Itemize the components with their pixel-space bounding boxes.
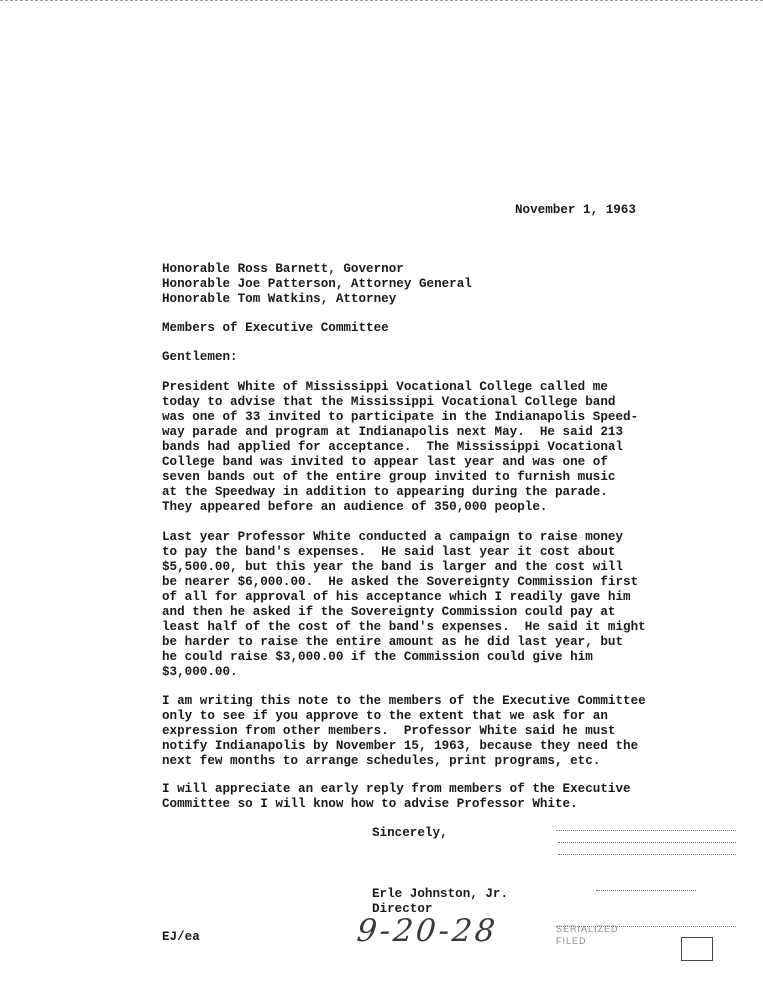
stamp-filed-label: FILED bbox=[556, 936, 587, 946]
body-paragraph bbox=[162, 380, 638, 515]
recipient-line: Honorable Joe Patterson, Attorney General bbox=[162, 277, 472, 291]
stamp-rule bbox=[596, 890, 696, 891]
signer-name: Erle Johnston, Jr. bbox=[372, 887, 509, 901]
stamp-box bbox=[681, 937, 713, 961]
body-paragraph bbox=[162, 530, 646, 680]
body-line: was one of 33 invited to participate in the Indianapolis Speed- bbox=[162, 410, 639, 424]
recipient-block bbox=[162, 262, 472, 307]
body-line: College band was invited to appear last year and was one of bbox=[162, 455, 608, 469]
stamp-rule bbox=[558, 854, 736, 855]
typist-initials: EJ/ea bbox=[162, 930, 200, 944]
body-line: be harder to raise the entire amount as he did last year, but bbox=[162, 635, 624, 649]
stamp-rule bbox=[558, 842, 736, 843]
handwritten-file-number: 9-20-28 bbox=[355, 913, 500, 949]
body-line: $3,000.00. bbox=[162, 665, 238, 679]
body-line: to pay the band's expenses. He said last year it cost about bbox=[162, 545, 616, 559]
stamp-rule bbox=[556, 830, 736, 831]
body-line: he could raise $3,000.00 if the Commission could give him bbox=[162, 650, 593, 664]
body-line: and then he asked if the Sovereignty Commission could pay at bbox=[162, 605, 616, 619]
body-line: $5,500.00, but this year the band is larger and the cost will bbox=[162, 560, 624, 574]
body-line: today to advise that the Mississippi Vocational College band bbox=[162, 395, 616, 409]
body-paragraph bbox=[162, 782, 631, 812]
body-line: bands had applied for acceptance. The Mississippi Vocational bbox=[162, 440, 624, 454]
body-line: be nearer $6,000.00. He asked the Sovereignty Commission first bbox=[162, 575, 639, 589]
body-line: Committee so I will know how to advise Professor White. bbox=[162, 797, 578, 811]
body-line: way parade and program at Indianapolis next May. He said 213 bbox=[162, 425, 624, 439]
body-line: of all for approval of his acceptance which I readily gave him bbox=[162, 590, 631, 604]
subject-line: Members of Executive Committee bbox=[162, 321, 389, 335]
body-line: only to see if you approve to the extent that we ask for an bbox=[162, 709, 608, 723]
salutation: Gentlemen: bbox=[162, 350, 238, 364]
stamp-serialized-label: SERIALIZED bbox=[556, 924, 619, 934]
closing: Sincerely, bbox=[372, 826, 448, 840]
letter-date: November 1, 1963 bbox=[515, 203, 636, 217]
file-stamp bbox=[556, 826, 740, 972]
body-line: seven bands out of the entire group invited to furnish music bbox=[162, 470, 616, 484]
page-top-edge bbox=[0, 0, 763, 4]
recipient-line: Honorable Tom Watkins, Attorney bbox=[162, 292, 397, 306]
signer-title: Director bbox=[372, 902, 433, 916]
body-line: notify Indianapolis by November 15, 1963, because they need the bbox=[162, 739, 639, 753]
body-line: expression from other members. Professor White said he must bbox=[162, 724, 616, 738]
body-line: Last year Professor White conducted a campaign to raise money bbox=[162, 530, 624, 544]
body-line: President White of Mississippi Vocational College called me bbox=[162, 380, 608, 394]
body-line: next few months to arrange schedules, print programs, etc. bbox=[162, 754, 601, 768]
body-line: I will appreciate an early reply from members of the Executive bbox=[162, 782, 631, 796]
body-paragraph bbox=[162, 694, 646, 769]
body-line: at the Speedway in addition to appearing during the parade. bbox=[162, 485, 608, 499]
recipient-line: Honorable Ross Barnett, Governor bbox=[162, 262, 404, 276]
body-line: I am writing this note to the members of the Executive Committee bbox=[162, 694, 646, 708]
body-line: least half of the cost of the band's expenses. He said it might bbox=[162, 620, 646, 634]
body-line: They appeared before an audience of 350,000 people. bbox=[162, 500, 548, 514]
